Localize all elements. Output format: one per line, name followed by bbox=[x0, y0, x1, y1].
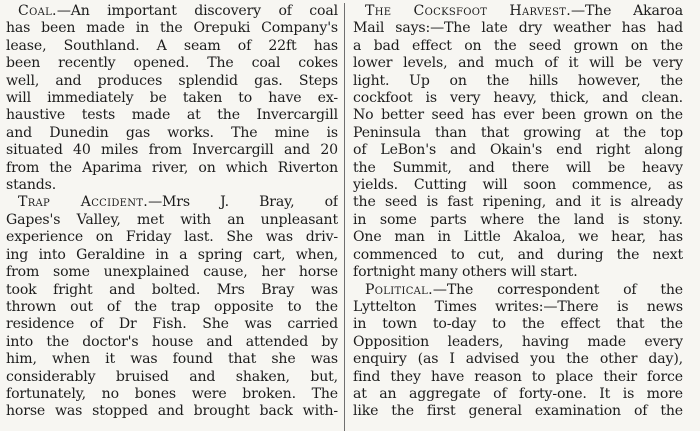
article-line: Trap Accident.—Mrs J. Bray, of bbox=[18, 194, 338, 211]
left-column bbox=[6, 3, 344, 431]
article-line: will immediately be taken to have ex- bbox=[6, 90, 338, 107]
article-line: residence of Dr Fish. She was carried bbox=[6, 316, 338, 333]
article-line: Lyttelton Times writes:—There is news bbox=[353, 298, 683, 315]
article-line: in some parts where the land is stony. bbox=[353, 211, 683, 228]
article-line: like the first general examination of the bbox=[353, 403, 683, 420]
article-line: in town to-day to the effect that the bbox=[353, 316, 683, 333]
article-line: cockfoot is very heavy, thick, and clean. bbox=[353, 90, 683, 107]
article-line: has been made in the Orepuki Company's bbox=[6, 20, 338, 37]
article-line: No better seed has ever been grown on the bbox=[353, 107, 683, 124]
article-line: haustive tests made at the Invercargill bbox=[6, 107, 338, 124]
article-line: him, when it was found that she was bbox=[6, 351, 338, 368]
article-line: Mail says:—The late dry weather has had bbox=[353, 20, 683, 37]
article-coal bbox=[6, 3, 338, 194]
article-line: Coal.—An important discovery of coal bbox=[18, 3, 338, 19]
article-line: fortunately, no bones were broken. The bbox=[6, 385, 338, 402]
article-line: from the Aparima river, on which Riverton bbox=[6, 159, 338, 176]
article-line: Political.—The correspondent of the bbox=[365, 281, 683, 298]
article-political bbox=[353, 282, 683, 421]
article-line: thrown out of the trap opposite to the bbox=[6, 298, 338, 315]
article-line: into the doctor's house and attended by bbox=[6, 333, 338, 350]
article-trap-accident bbox=[6, 194, 338, 420]
article-line: situated 40 miles from Invercargill and 20 bbox=[6, 142, 338, 159]
article-line: light. Up on the hills however, the bbox=[353, 72, 683, 89]
article-line: took fright and bolted. Mrs Bray was bbox=[6, 281, 338, 298]
article-heading: The Cocksfoot Harvest. bbox=[365, 3, 572, 19]
article-line: and Dunedin gas works. The mine is bbox=[6, 124, 338, 141]
article-line: One man in Little Akaloa, we hear, has bbox=[353, 229, 683, 246]
article-line: the seed is fast ripening, and it is already bbox=[353, 194, 683, 211]
article-line: fortnight many others will start. bbox=[353, 264, 578, 281]
article-line: lease, Southland. A seam of 22ft has bbox=[6, 37, 338, 54]
article-line: Opposition leaders, having made every bbox=[353, 333, 683, 350]
article-line: find they have reason to place their force bbox=[353, 368, 683, 385]
article-line: been recently opened. The coal cokes bbox=[6, 55, 338, 72]
article-line: a bad effect on the seed grown on the bbox=[353, 37, 683, 54]
article-line: the Summit, and there will be heavy bbox=[353, 159, 683, 176]
article-line: Gapes's Valley, met with an unpleasant bbox=[6, 211, 338, 228]
article-line: of LeBon's and Okain's end right along bbox=[353, 142, 683, 159]
article-line: stands. bbox=[6, 177, 57, 194]
article-line: lower levels, and much of it will be very bbox=[353, 55, 683, 72]
article-line: from some unexplained cause, her horse bbox=[6, 264, 338, 281]
article-line: experience on Friday last. She was driv- bbox=[6, 229, 338, 246]
article-line: yields. Cutting will soon commence, as bbox=[353, 177, 683, 194]
article-line: at an aggregate of forty-one. It is more bbox=[353, 385, 683, 402]
article-line: enquiry (as I advised you the other day), bbox=[353, 351, 683, 368]
article-cocksfoot-harvest bbox=[353, 3, 683, 282]
article-line: horse was stopped and brought back with- bbox=[6, 403, 338, 420]
article-heading: Trap Accident. bbox=[18, 194, 149, 211]
article-line: The Cocksfoot Harvest.—The Akaroa bbox=[365, 3, 683, 19]
article-line: well, and produces splendid gas. Steps bbox=[6, 72, 338, 89]
article-line: ing into Geraldine in a spring cart, when, bbox=[6, 246, 338, 263]
right-column bbox=[345, 3, 683, 431]
article-line: considerably bruised and shaken, but, bbox=[6, 368, 338, 385]
article-line: commenced to cut, and during the next bbox=[353, 246, 683, 263]
article-heading: Political. bbox=[365, 281, 433, 298]
article-line: Peninsula than that growing at the top bbox=[353, 124, 683, 141]
article-heading: Coal. bbox=[18, 3, 57, 19]
